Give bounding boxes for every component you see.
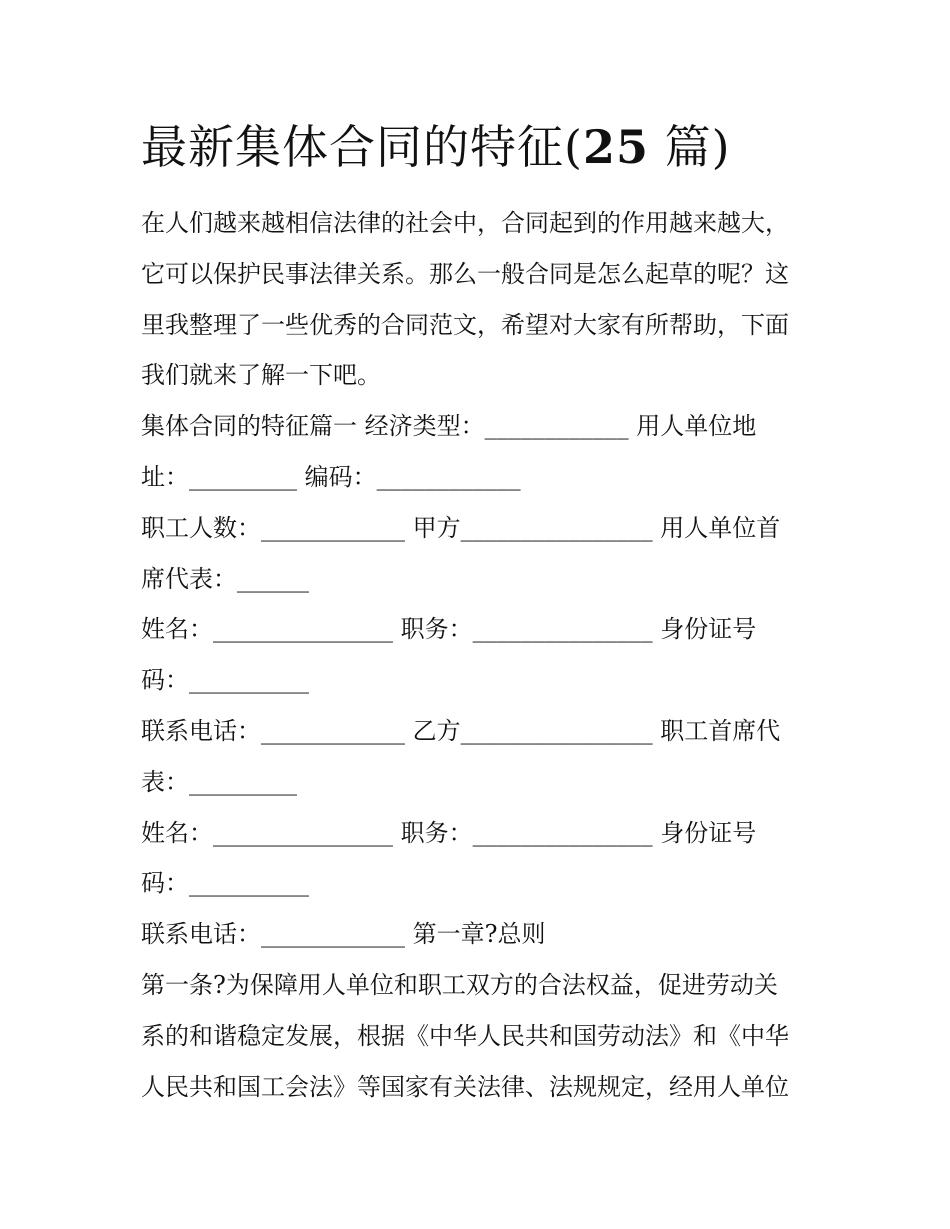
text-line: 码：__________ <box>141 869 309 898</box>
text-line: 姓名：_______________ 职务：_______________ 身份证号 <box>141 615 757 644</box>
text-line: 它可以保护民事法律关系。那么一般合同是怎么起草的呢？这 <box>141 259 789 288</box>
document-page <box>141 112 821 1112</box>
text-line: 在人们越来越相信法律的社会中，合同起到的作用越来越大， <box>141 209 789 237</box>
text-line: 址：_________ 编码：____________ <box>141 462 521 491</box>
document-title <box>141 112 821 182</box>
text-line: 姓名：_______________ 职务：_______________ 身份证号 <box>141 818 757 847</box>
text-line: 联系电话：____________ 乙方________________ 职工首席代 <box>141 716 781 745</box>
document-body <box>141 198 821 1112</box>
text-line: 我们就来了解一下吧。 <box>141 361 381 390</box>
title-end: 篇) <box>648 120 731 174</box>
text-line: 第一条?为保障用人单位和职工双方的合法权益，促进劳动关 <box>141 970 778 999</box>
text-line: 集体合同的特征篇一 经济类型：____________ 用人单位地 <box>141 412 757 441</box>
text-line: 表：_________ <box>141 767 297 796</box>
text-line: 系的和谐稳定发展，根据《中华人民共和国劳动法》和《中华 <box>141 1021 789 1050</box>
title-number: 25 <box>582 120 649 174</box>
text-line: 职工人数：____________ 甲方________________ 用人单位首 <box>141 513 781 542</box>
title-main: 最新集体合同的特征( <box>141 120 583 174</box>
text-line: 席代表：______ <box>141 564 309 593</box>
text-line: 联系电话：____________ 第一章?总则 <box>141 920 546 949</box>
text-line: 码：__________ <box>141 666 309 695</box>
text-line: 里我整理了一些优秀的合同范文，希望对大家有所帮助，下面 <box>141 310 789 339</box>
text-line: 人民共和国工会法》等国家有关法律、法规规定，经用人单位 <box>141 1072 789 1101</box>
